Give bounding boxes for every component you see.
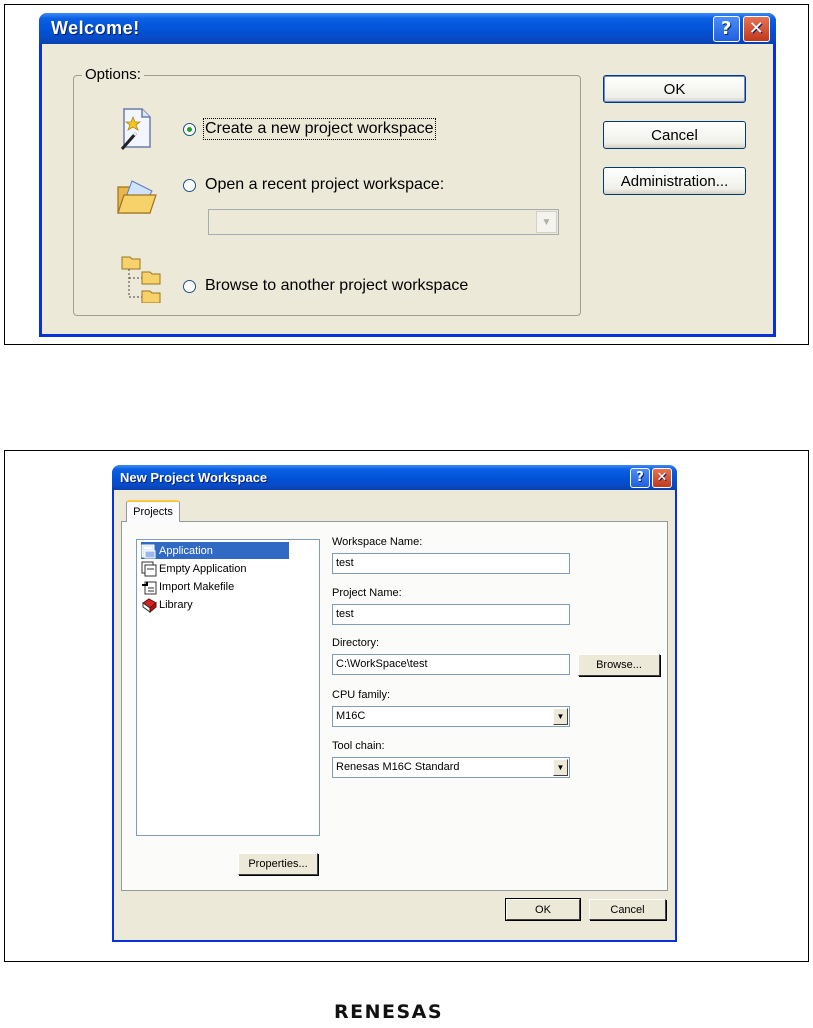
directory-value: C:\WorkSpace\test [336,658,428,670]
welcome-title-bar[interactable] [39,13,776,44]
browse-folders-icon [120,253,166,308]
new-project-title: New Project Workspace [120,470,268,485]
new-project-dialog [112,465,677,942]
directory-input[interactable] [332,654,570,675]
logo-text: RENESAS [334,1001,444,1023]
directory-label [332,637,379,649]
workspace-name-value: test [336,557,354,569]
cancel-button[interactable] [603,121,746,149]
welcome-dialog [39,13,776,337]
browse-button[interactable] [578,654,660,676]
radio-open-recent[interactable] [183,176,444,194]
workspace-name-input[interactable] [332,553,570,574]
chevron-down-icon[interactable]: ▼ [553,759,568,776]
radio-open-label: Open a recent project workspace: [205,176,445,193]
combo-arrow-icon[interactable]: ▼ [536,211,557,233]
cancel-label: Cancel [651,126,698,144]
tab-projects-label: Projects [133,506,173,518]
cancel-label: Cancel [610,903,645,916]
close-button[interactable] [743,16,770,42]
ok-button[interactable] [506,899,580,920]
project-name-label [332,587,402,599]
tool-chain-value: Renesas M16C Standard [336,761,460,773]
help-icon: ? [721,18,732,39]
workspace-name-label [332,536,422,548]
list-item-library[interactable] [141,596,197,613]
administration-label: Administration... [620,172,729,190]
library-icon [141,597,157,613]
options-label: Options: [82,66,144,83]
workspace-name-label-text: Workspace Name: [332,536,423,548]
radio-browse-indicator[interactable] [183,280,196,293]
list-item-empty-application[interactable] [141,560,250,577]
administration-button[interactable] [603,167,746,195]
project-name-value: test [336,608,354,620]
renesas-logo [334,1001,443,1023]
help-button[interactable] [713,16,740,42]
radio-browse-workspace[interactable] [183,277,468,295]
cpu-family-select[interactable] [332,706,570,727]
ok-label: OK [535,903,551,916]
help-icon: ? [636,470,644,485]
tool-chain-label-text: Tool chain: [332,740,385,752]
list-item-label: Empty Application [159,562,247,575]
close-icon: ✕ [748,18,765,39]
cancel-button[interactable] [589,899,666,920]
list-item-import-makefile[interactable] [141,578,238,595]
list-item-label: Application [159,544,213,557]
radio-browse-label: Browse to another project workspace [205,277,469,294]
tool-chain-label [332,740,385,752]
new-workspace-wizard-icon [118,107,154,156]
directory-label-text: Directory: [332,637,380,649]
help-button[interactable] [630,468,650,488]
tool-chain-select[interactable] [332,757,570,778]
welcome-title: Welcome! [51,18,140,38]
close-icon: ✕ [656,470,668,485]
figure-frame-welcome [4,4,809,345]
open-folder-icon [116,177,158,222]
project-name-label-text: Project Name: [332,587,402,599]
list-item-application[interactable] [141,542,289,559]
radio-create-label: Create a new project workspace [205,120,434,137]
cpu-family-label [332,689,390,701]
close-button[interactable] [652,468,672,488]
project-type-list[interactable] [136,539,320,836]
import-makefile-icon [141,579,157,595]
tab-projects[interactable] [126,500,180,522]
ok-button[interactable] [603,75,746,103]
properties-label: Properties... [248,858,308,870]
radio-open-indicator[interactable] [183,179,196,192]
ok-label: OK [663,80,686,98]
list-item-label: Import Makefile [159,580,235,593]
new-project-title-bar[interactable] [112,465,677,490]
empty-application-icon [141,561,157,577]
cpu-family-label-text: CPU family: [332,689,391,701]
cpu-family-value: M16C [336,710,366,722]
list-item-label: Library [159,598,193,611]
project-name-input[interactable] [332,604,570,625]
recent-workspace-combo[interactable] [208,209,559,235]
radio-create-workspace[interactable] [183,120,434,138]
chevron-down-icon[interactable]: ▼ [553,708,568,725]
radio-create-indicator[interactable] [183,123,196,136]
properties-button[interactable] [238,853,318,875]
application-icon [141,543,157,559]
browse-label: Browse... [596,659,642,671]
